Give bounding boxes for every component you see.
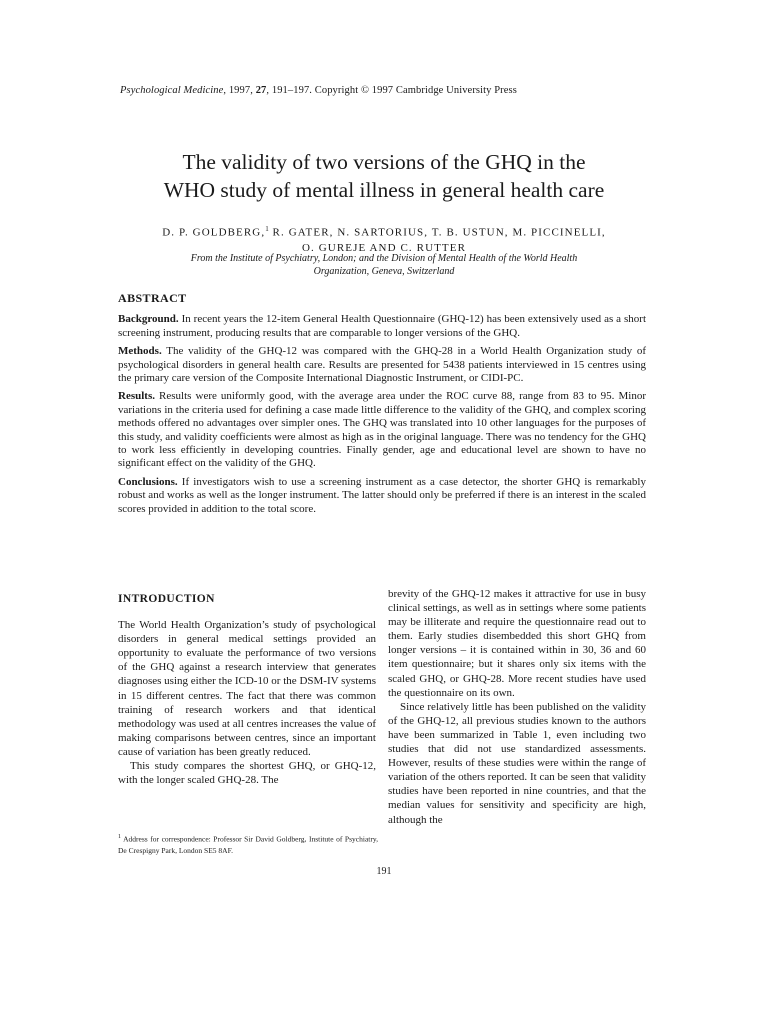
body-column-left (118, 592, 376, 787)
body-paragraph: brevity of the GHQ-12 makes it attractive for use in busy clinical settings, as well as in settings where some patients may be illiterate and require the questionnaire read out to them. Early studies disembedded this short GHQ from longer versions – it is contained within in 30, 36 and 60 item questionnaire; but it shares only six items with the scaled GHQ, or GHQ-28. More recent studies have used the questionnaire on its own. (388, 588, 646, 699)
body-paragraph: This study compares the shortest GHQ, or GHQ-12, with the longer scaled GHQ-28. The (118, 760, 376, 787)
abstract-heading: ABSTRACT (118, 291, 187, 305)
abstract-label: Conclusions. (118, 475, 178, 488)
abstract-label: Results. (118, 390, 155, 403)
introduction-heading: INTRODUCTION (118, 593, 215, 605)
abstract-background (118, 313, 646, 340)
journal-pages-copyright: , 191–197. Copyright © 1997 Cambridge University Press (266, 85, 517, 96)
journal-name: Psychological Medicine (120, 85, 224, 96)
body-column-right (388, 587, 646, 827)
paper-title-line-2: WHO study of mental illness in general health care (163, 178, 605, 202)
footnote-mark: 1 (118, 834, 121, 840)
journal-year: , 1997, (223, 85, 256, 96)
affiliation (130, 252, 638, 278)
other-authors: R. GATER, N. SARTORIUS, T. B. USTUN, M. PICCINELLI, (268, 226, 606, 239)
abstract-label: Background. (118, 313, 179, 326)
first-author: D. P. GOLDBERG, (162, 226, 266, 239)
paper-title (60, 148, 708, 204)
journal-volume: 27 (255, 85, 267, 96)
abstract-section (118, 292, 646, 521)
body-paragraph: Since relatively little has been published on the validity of the GHQ-12, all previous studies known to the authors have been summarized in Table 1, even including two studies that did not use standardized assessments. However, results of these studies were within the range of variation of the others reported. It can be seen that validity studies have been reported in nine countries, and that the median values for sensitivity and specificity are high, although the (388, 700, 646, 826)
abstract-results (118, 390, 646, 470)
affiliation-line-2: Organization, Geneva, Switzerland (313, 266, 455, 277)
footnote (118, 832, 378, 856)
abstract-text: Results were uniformly good, with the average area under the ROC curve 88, range from 83 to 95. Minor variations in the criteria used for defining a case made little difference to the validity of the GHQ, and complex scoring methods offered no advantages over simpler ones. The GHQ was translated into 10 other languages for the purposes of this study, and validity coefficients were almost as high as in the original language. There was no tendency for the GHQ to work less efficiently in developing countries. Finally gender, age and educational level are shown to have no significant effect on the validity of the GHQ. (118, 390, 646, 470)
author-line-1 (100, 222, 668, 241)
author-line-2: O. GUREJE AND C. RUTTER (301, 241, 467, 254)
abstract-text: The validity of the GHQ-12 was compared with the GHQ-28 in a World Health Organization study of psychological disorders in general health care. Results are presented for 5438 patients interviewed in 15 centres using the primary care version of the Composite International Diagnostic Instrument, or CIDI-PC. (118, 345, 646, 385)
abstract-conclusions (118, 476, 646, 516)
author-footnote-mark: 1 (265, 225, 269, 233)
paper-title-line-1: The validity of two versions of the GHQ in the (182, 150, 586, 174)
journal-citation (120, 85, 517, 96)
abstract-text: If investigators wish to use a screening instrument as a case detector, the shorter GHQ is remarkably robust and works as well as the longer instrument. The latter should only be preferred if there is an interest in the scaled scores provided in addition to the total score. (118, 475, 646, 515)
abstract-text: In recent years the 12-item General Health Questionnaire (GHQ-12) has been extensively used as a short screening instrument, producing results that are comparable to longer versions of the GHQ. (118, 313, 646, 339)
author-list (100, 222, 668, 256)
affiliation-line-1: From the Institute of Psychiatry, London; and the Division of Mental Health of the World Health (190, 253, 578, 264)
abstract-label: Methods. (118, 345, 162, 358)
footnote-text: Address for correspondence: Professor Sir David Goldberg, Institute of Psychiatry, De Crespigny Park, London SE5 8AF. (118, 834, 378, 855)
page-number: 191 (376, 866, 392, 877)
body-paragraph: The World Health Organization’s study of psychological disorders in general medical settings provided an opportunity to evaluate the performance of two versions of the GHQ against a research interview that generates diagnoses using either the ICD-10 or the DSM-IV systems in 15 different centres. The fact that there was common training of research workers and that identical methodology was used at all centres increases the value of making comparisons between centres, since an important cause of variation has been greatly reduced. (118, 619, 376, 758)
abstract-methods (118, 345, 646, 385)
